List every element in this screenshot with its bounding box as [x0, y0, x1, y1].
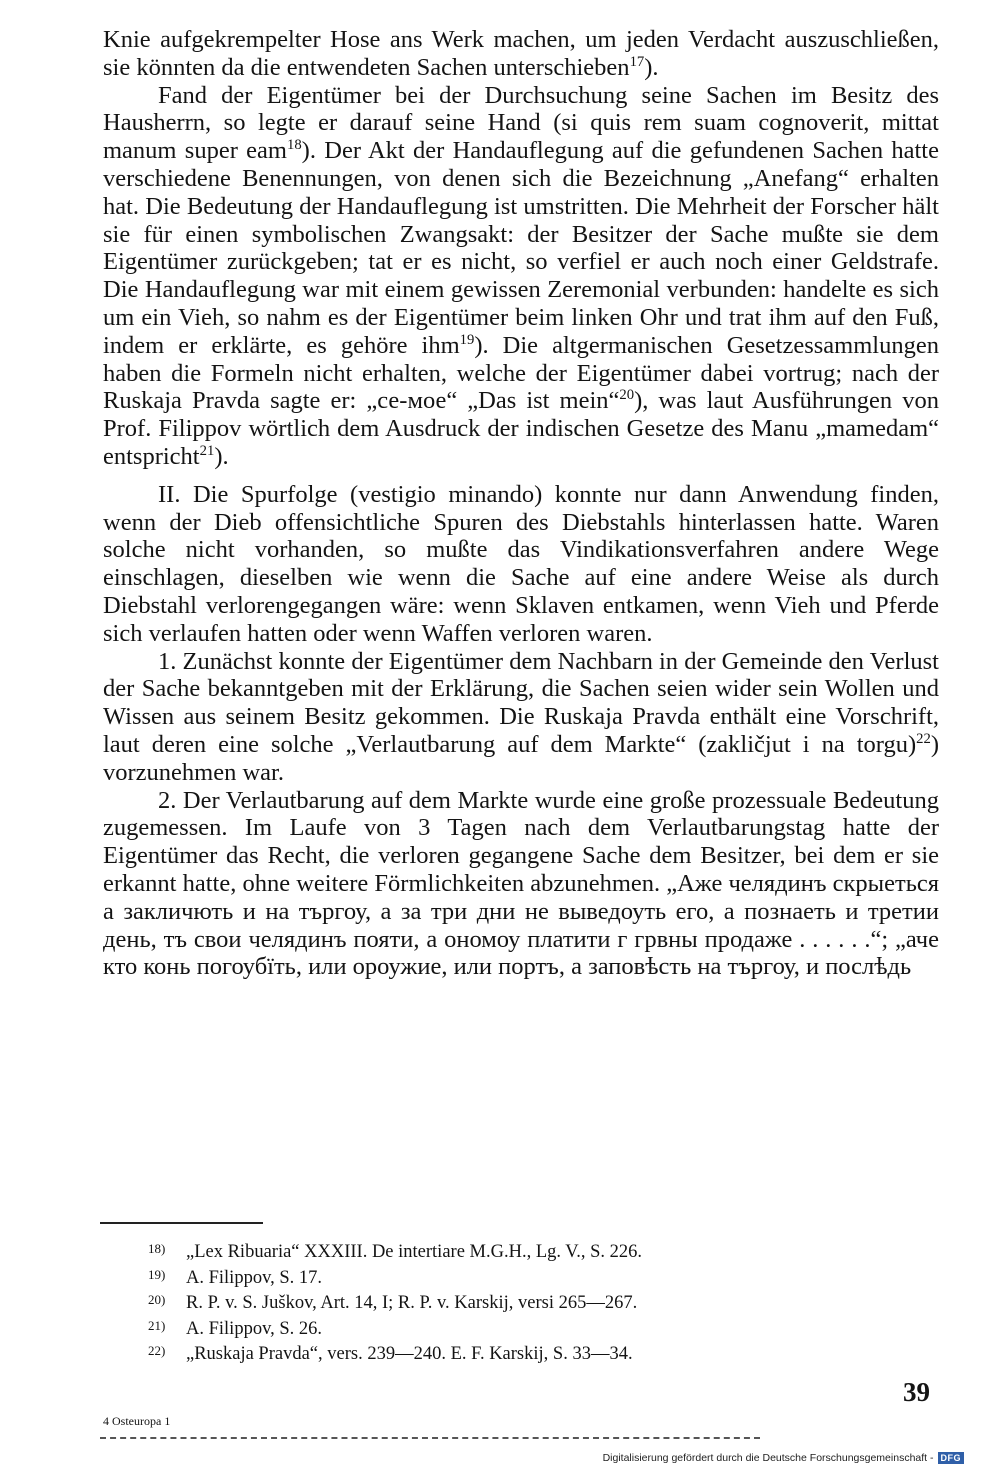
footnote [148, 1315, 908, 1341]
footnote [148, 1289, 908, 1315]
paragraph [103, 82, 939, 471]
paragraph-text: 2. Der Verlautbarung auf dem Markte wurde eine große prozessuale Bedeutung zugemessen. Im Laufe von 3 Tagen nach dem Verlautbarungstag hatte der Eigentümer das Recht, die verloren gegangene Sache dem Besitzer, bei dem er sie erkannt hatte, ohne weitere Förmlichkeiten abzunehmen. „Аже челядинъ скрыеться а закличють и на търгоу, а за три дни не выведоуть его, а познаеть и третии день, тъ свои челядинъ пояти, а ономоу платити г грвны продаже . . . . . .“; „аче кто конь погоубїть, или ороужие, или портъ, а заповѣсть на търгоу, и послѣдь [103, 786, 940, 981]
digitization-credit [603, 1452, 964, 1464]
paragraph-text: ). Die altgermanischen Gesetzessammlungen haben die Formeln nicht erhalten, welche der Eigentümer dabei vortrug; nach der Ruskaja Pravda sagte er: „се-мое“ „Das ist mein“ [103, 331, 939, 415]
footnote-text: A. Filippov, S. 26. [186, 1318, 323, 1339]
footnote-text: R. P. v. S. Juškov, Art. 14, I; R. P. v. Karskij, versi 265—267. [186, 1293, 638, 1313]
dfg-logo-icon: DFG [938, 1452, 965, 1464]
footnote-ref[interactable]: 20 [619, 387, 635, 404]
footnote [148, 1340, 908, 1366]
footnote-ref[interactable]: 22 [916, 730, 931, 747]
paragraph-text: ) vorzunehmen war. [103, 730, 939, 786]
paragraph-text: ). [214, 442, 229, 470]
footnote-divider [100, 1222, 263, 1224]
footnote-ref[interactable]: 19 [459, 331, 475, 348]
credit-text: Digitalisierung gefördert durch die Deutsche Forschungsgemeinschaft - [602, 1452, 934, 1464]
paragraph-text: ), was laut Ausführungen von Prof. Filippov wörtlich dem Ausdruck der indischen Gesetze des Manu „mamedam“ entspricht [103, 387, 939, 470]
page-number: 39 [903, 1377, 930, 1407]
footnote-text: A. Filippov, S. 17. [186, 1267, 323, 1288]
paragraph [103, 26, 939, 82]
footnote-text: „Ruskaja Pravda“, vers. 239—240. E. F. Karskij, S. 33—34. [186, 1344, 633, 1364]
paragraph-text: ). [644, 53, 659, 81]
paragraph [103, 787, 939, 982]
paragraph [103, 648, 939, 787]
footnote-mark: 18) [148, 1241, 166, 1256]
footnote-mark: 20) [148, 1292, 166, 1307]
paragraph-text: 1. Zunächst konnte der Eigentümer dem Nachbarn in der Gemeinde den Verlust der Sache bekanntgeben mit der Erklärung, die Sachen seien wider sein Wollen und Wissen aus seinem Besitz gekommen. Die Ruskaja Pravda enthält eine Vorschrift, laut deren eine solche „Verlautbarung auf dem Markte“ (zakličjut i na torgu) [103, 647, 939, 758]
bottom-divider [100, 1437, 760, 1439]
paragraph-text: Knie aufgekrempelter Hose ans Werk machen, um jeden Verdacht auszuschließen, sie könnten da die entwendeten Sachen unterschieben [103, 26, 939, 81]
paragraph-text: Fand der Eigentümer bei der Durchsuchung seine Sachen im Besitz des Hausherrn, so legte er darauf seine Hand (si quis rem suam cognoverit, mittat manum super eam [103, 81, 939, 165]
paragraph-text: ). Der Akt der Handauflegung auf die gefundenen Sachen hatte verschiedene Benennungen, von denen sich die Bezeichnung „Anefang“ erhalten hat. Die Bedeutung der Handauflegung ist umstritten. Die Mehrheit der Forscher hält sie für einen symbolischen Zwangsakt: der Besitzer der Sache mußte sie dem Eigentümer zurückgeben; tat er es nicht, so verfiel er auch noch einer Geldstrafe. Die Handauflegung war mit einem gewissen Zeremonial verbunden: handelte es sich um ein Vieh, so nahm es der Eigentümer beim linken Ohr und trat ihm auf den Fuß, indem er erklärte, es gehöre ihm [103, 137, 939, 359]
footnote-mark: 22) [148, 1343, 166, 1358]
footnote-text: „Lex Ribuaria“ XXXIII. De intertiare M.G.H., Lg. V., S. 226. [186, 1242, 643, 1262]
footnote-ref[interactable]: 18 [286, 137, 302, 154]
footnote-mark: 19) [148, 1266, 166, 1282]
footnote-ref[interactable]: 17 [629, 53, 645, 70]
paragraph-text: II. Die Spurfolge (vestigio minando) konnte nur dann Anwendung finden, wenn der Dieb offensichtliche Spuren des Diebstahls hinterlassen hatte. Waren solche nicht vorhanden, so mußte das Vindikationsverfahren andere Wege einschlagen, dieselben wie wenn die Sache auf eine andere Weise als durch Diebstahl verlorengegangen wäre: wenn Sklaven entkamen, wenn Vieh und Pferde sich verlaufen hatten oder wenn Waffen verloren waren. [103, 480, 939, 647]
body-text [103, 26, 939, 981]
printer-signature: 4 Osteuropa 1 [103, 1414, 171, 1428]
footnote [148, 1264, 908, 1290]
footnote-ref[interactable]: 21 [199, 442, 215, 459]
paragraph [103, 481, 939, 648]
footnotes [148, 1238, 908, 1366]
footnote [148, 1238, 908, 1264]
footnote-mark: 21) [148, 1317, 166, 1333]
